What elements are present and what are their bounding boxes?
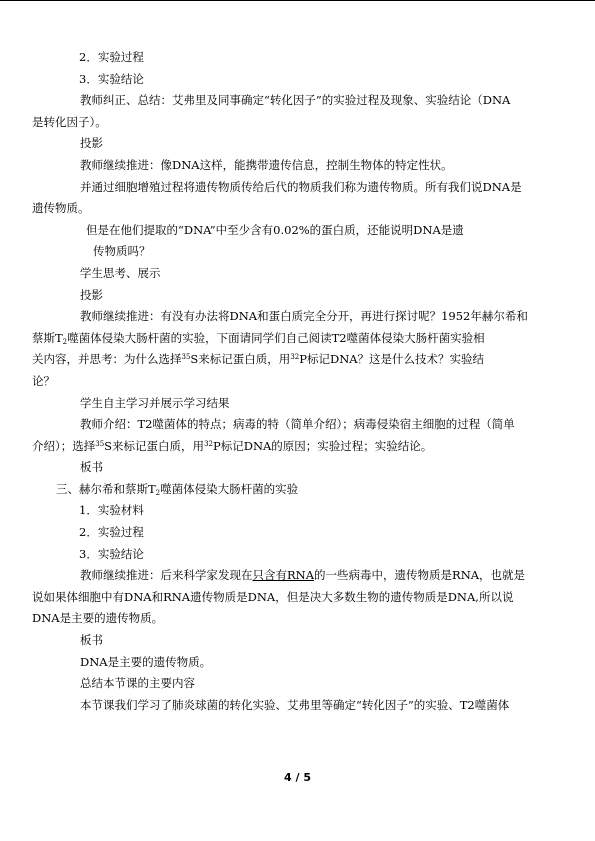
summary-heading: 总结本节课的主要内容 (80, 676, 195, 691)
label-student-self-study: 学生自主学习并展示学习结果 (80, 395, 230, 410)
question-line-1: 但是在他们提取的“DNA”中至少含有0.02%的蛋白质，还能说明DNA是遗 (86, 222, 464, 237)
step-materials: 1．实验材料 (79, 503, 144, 518)
document-body (32, 47, 540, 716)
label-blackboard-2: 板书 (80, 633, 103, 648)
step-process: 2．实验过程 (79, 50, 144, 64)
label-projection-2: 投影 (80, 287, 103, 302)
label-projection: 投影 (80, 136, 103, 151)
section-heading-3: 三、赫尔希和蔡斯$T_2$噬菌体侵染大肠杆菌的实验 (56, 481, 299, 497)
label-student-thinking: 学生思考、展示 (80, 265, 161, 280)
paragraph-teacher-advance: 教师继续推进：像DNA这样，能携带遗传信息，控制生物体的特定性状。 (80, 157, 453, 172)
paragraph-rna-virus: 教师继续推进：后来科学家发现在只含有RNA的一些病毒中，遗传物质是RNA，也就是 说如果体细胞中有DNA和RNA遗传物质是DNA，但是决大多数生物的遗传物质是DNA,所以说 DNA是主要的遗传物质。 (32, 568, 526, 626)
paragraph-teacher-intro: 教师介绍：T2噬菌体的特点；病毒的特（简单介绍）；病毒侵染宿主细胞的过程（简单 介绍）；选择$^{35}$S来标记蛋白质，用$^{32}$P标记DNA的原因；实验过程；实验结论。 (32, 417, 515, 453)
dna-main-material: DNA是主要的遗传物质。 (80, 654, 212, 669)
label-blackboard: 板书 (80, 460, 103, 475)
page-number: 4 / 5 (284, 771, 311, 784)
step-conclusion: 3．实验结论 (79, 71, 144, 86)
step-conclusion-2: 3．实验结论 (79, 546, 144, 561)
underlined-text: 只含有RNA (252, 568, 315, 583)
step-process-2: 2．实验过程 (79, 525, 144, 540)
top-rule (0, 0, 595, 1)
paragraph-teacher-summary: 教师纠正、总结：艾弗里及同事确定“转化因子”的实验过程及现象、实验结论（DNA 是转化因子）。 (32, 93, 511, 129)
question-line-2: 传物质吗？ (93, 244, 151, 259)
summary-text: 本节课我们学习了肺炎球菌的转化实验、艾弗里等确定“转化因子”的实验、T2噬菌体 (80, 697, 510, 712)
paragraph-hershey-chase: 教师继续推进：有没有办法将DNA和蛋白质完全分开，再进行探讨呢？1952年赫尔希和 蔡斯$T_2$噬菌体侵染大肠杆菌的实验，下面请同学们自己阅读T2噬菌体侵染大肠杆菌实验相 关内容，并思考：为什么选择$^{35}$S来标记蛋白质，用$^{32}$P标记DNA？这是什么技术？实验结 论？ (32, 309, 528, 388)
paragraph-genetic-material: 并通过细胞增殖过程将遗传物质传给后代的物质我们称为遗传物质。所有我们说DNA是 遗传物质。 (32, 179, 522, 216)
